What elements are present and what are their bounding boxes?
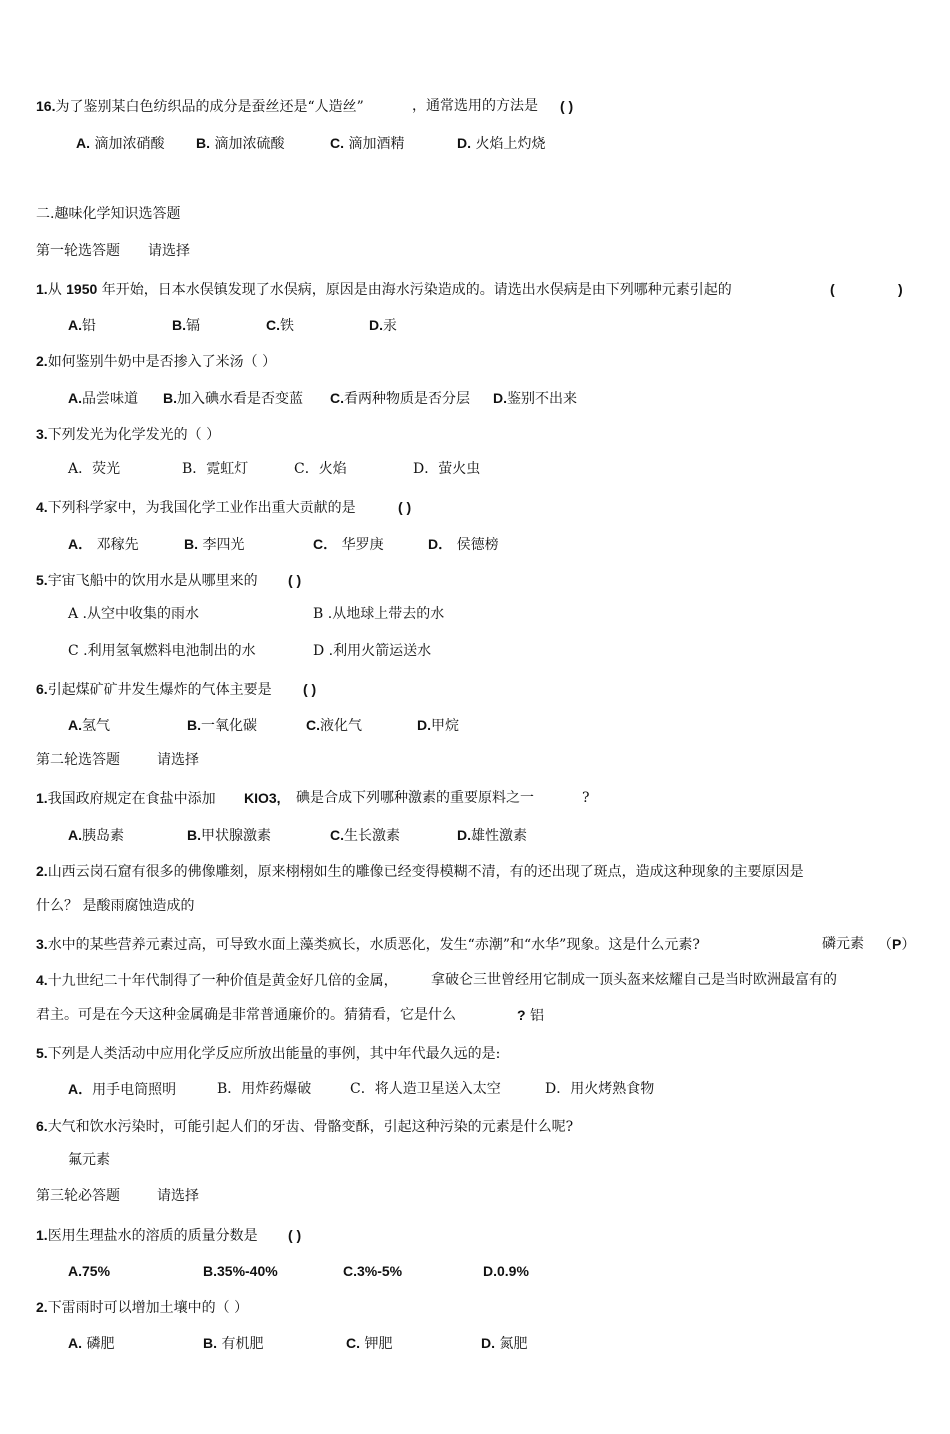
question-text-cont: ，通常选用的方法是	[412, 98, 538, 114]
question-text-cont: 拿破仑三世曾经用它制成一顶头盔来炫耀自己是当时欧洲最富有的	[431, 972, 837, 988]
answer-paren: ( )	[303, 681, 317, 697]
r1-question-2: 2.如何鉴别牛奶中是否掺入了米汤（ ）	[36, 353, 277, 370]
question-16	[36, 97, 364, 116]
option-b: B. 滴加浓硫酸	[196, 135, 285, 152]
option-b: B .从地球上带去的水	[313, 606, 445, 622]
option-b: B. 有机肥	[203, 1335, 264, 1352]
answer-text: ? 铝	[517, 1007, 545, 1024]
option-b: B.甲状腺激素	[187, 827, 271, 844]
r3-question-1: 1.医用生理盐水的溶质的质量分数是	[36, 1227, 258, 1244]
answer-paren: ( )	[398, 499, 412, 515]
r2-question-2: 2.山西云岗石窟有很多的佛像雕刻，原来栩栩如生的雕像已经变得模糊不清，有的还出现了斑点，造成这种现象的主要原因是	[36, 863, 804, 880]
option-d: D .利用火箭运送水	[313, 643, 432, 659]
r1-question-6: 6.引起煤矿矿井发生爆炸的气体主要是	[36, 681, 272, 698]
answer-paren: ( )	[560, 98, 574, 114]
r2-question-6: 6.大气和饮水污染时，可能引起人们的牙齿、骨骼变酥，引起这种污染的元素是什么呢?	[36, 1118, 574, 1135]
r2-question-3: 3.水中的某些营养元素过高，可导致水面上藻类疯长，水质恶化，发生“赤潮”和“水华”现象。这是什么元素?	[36, 936, 700, 953]
question-text: 为了鉴别某白色纺织品的成分是蚕丝还是“人造丝”	[55, 99, 364, 115]
option-a: A.铅	[68, 317, 96, 334]
answer-paren-left: (	[830, 281, 835, 297]
option-a: A.75%	[68, 1263, 111, 1279]
round-3-title: 第三轮必答题	[36, 1188, 120, 1204]
option-d: D.0.9%	[483, 1263, 529, 1279]
round-3-hint: 请选择	[157, 1188, 199, 1204]
option-d: D．萤火虫	[413, 461, 481, 477]
option-c: C. 钾肥	[346, 1335, 393, 1352]
option-d: D. 火焰上灼烧	[457, 135, 546, 152]
answer-text: 磷元素	[822, 936, 864, 952]
option-a: A．荧光	[68, 461, 121, 477]
formula: KIO3,	[244, 790, 281, 806]
option-c: C.生长激素	[330, 827, 400, 844]
option-c: C.铁	[266, 317, 294, 334]
answer-text: 氟元素	[68, 1152, 110, 1168]
option-a: A. 磷肥	[68, 1335, 115, 1352]
option-d: D.汞	[369, 317, 397, 334]
option-d: D. 氮肥	[481, 1335, 528, 1352]
r1-question-4: 4.下列科学家中，为我国化学工业作出重大贡献的是	[36, 499, 356, 516]
option-c: C.看两种物质是否分层	[330, 390, 470, 407]
question-number: 16.	[36, 98, 56, 114]
option-a: A. 滴加浓硝酸	[76, 135, 165, 152]
round-2-title: 第二轮选答题	[36, 752, 120, 768]
option-a: A.胰岛素	[68, 827, 124, 844]
option-c: C． 华罗庚	[313, 536, 384, 553]
option-b: B.一氧化碳	[187, 717, 257, 734]
r3-question-2: 2.下雷雨时可以增加土壤中的（ ）	[36, 1299, 249, 1316]
option-a: A .从空中收集的雨水	[68, 606, 200, 622]
option-a: A． 邓稼先	[68, 536, 139, 553]
option-b: B.镉	[172, 317, 200, 334]
round-1-title: 第一轮选答题	[36, 243, 120, 259]
r1-question-5: 5.宇宙飞船中的饮用水是从哪里来的	[36, 572, 258, 589]
answer-paren-right: )	[898, 281, 903, 297]
r2-question-5: 5.下列是人类活动中应用化学反应所放出能量的事例，其中年代最久远的是:	[36, 1045, 501, 1062]
round-2-hint: 请选择	[157, 752, 199, 768]
r1-question-1: 1.从 1950 年开始，日本水俣镇发现了水俣病，原因是由海水污染造成的。请选出水俣病是由下列哪种元素引起的	[36, 281, 732, 298]
option-b: B．霓虹灯	[182, 461, 249, 477]
option-a: A．用手电筒照明	[68, 1081, 177, 1098]
r2-question-4: 4.十九世纪二十年代制得了一种价值是黄金好几倍的金属，	[36, 972, 398, 989]
option-c: C．将人造卫星送入太空	[350, 1081, 501, 1097]
option-d: D.甲烷	[417, 717, 459, 734]
option-c: C.3%-5%	[343, 1263, 403, 1279]
option-b: B.加入碘水看是否变蓝	[163, 390, 303, 407]
option-b: B.35%-40%	[203, 1263, 278, 1279]
answer-paren: ( )	[288, 1227, 302, 1243]
option-a: A.品尝味道	[68, 390, 138, 407]
question-mark: ?	[582, 790, 590, 806]
section-title: 二.趣味化学知识选答题	[36, 206, 181, 222]
option-b: B. 李四光	[184, 536, 245, 553]
r2-question-1: 1.我国政府规定在食盐中添加	[36, 790, 216, 807]
option-a: A.氢气	[68, 717, 110, 734]
option-d: D.雄性激素	[457, 827, 527, 844]
option-c: C. 滴加酒精	[330, 135, 405, 152]
answer-symbol: （P）	[878, 936, 916, 953]
option-c: C .利用氢氧燃料电池制出的水	[68, 643, 256, 659]
answer-paren: ( )	[288, 572, 302, 588]
option-d: D．用火烤熟食物	[545, 1081, 655, 1097]
question-text-cont: 君主。可是在今天这种金属确是非常普通廉价的。猜猜看，它是什么	[36, 1007, 456, 1023]
option-d: D.鉴别不出来	[493, 390, 577, 407]
option-c: C.液化气	[306, 717, 362, 734]
round-1-hint: 请选择	[148, 243, 190, 259]
option-b: B．用炸药爆破	[217, 1081, 312, 1097]
option-d: D． 侯德榜	[428, 536, 499, 553]
question-text-cont: 碘是合成下列哪种激素的重要原料之一	[296, 790, 534, 806]
option-c: C．火焰	[294, 461, 347, 477]
r2-question-2-answer: 什么？ 是酸雨腐蚀造成的	[36, 898, 195, 914]
r1-question-3: 3.下列发光为化学发光的（ ）	[36, 426, 221, 443]
